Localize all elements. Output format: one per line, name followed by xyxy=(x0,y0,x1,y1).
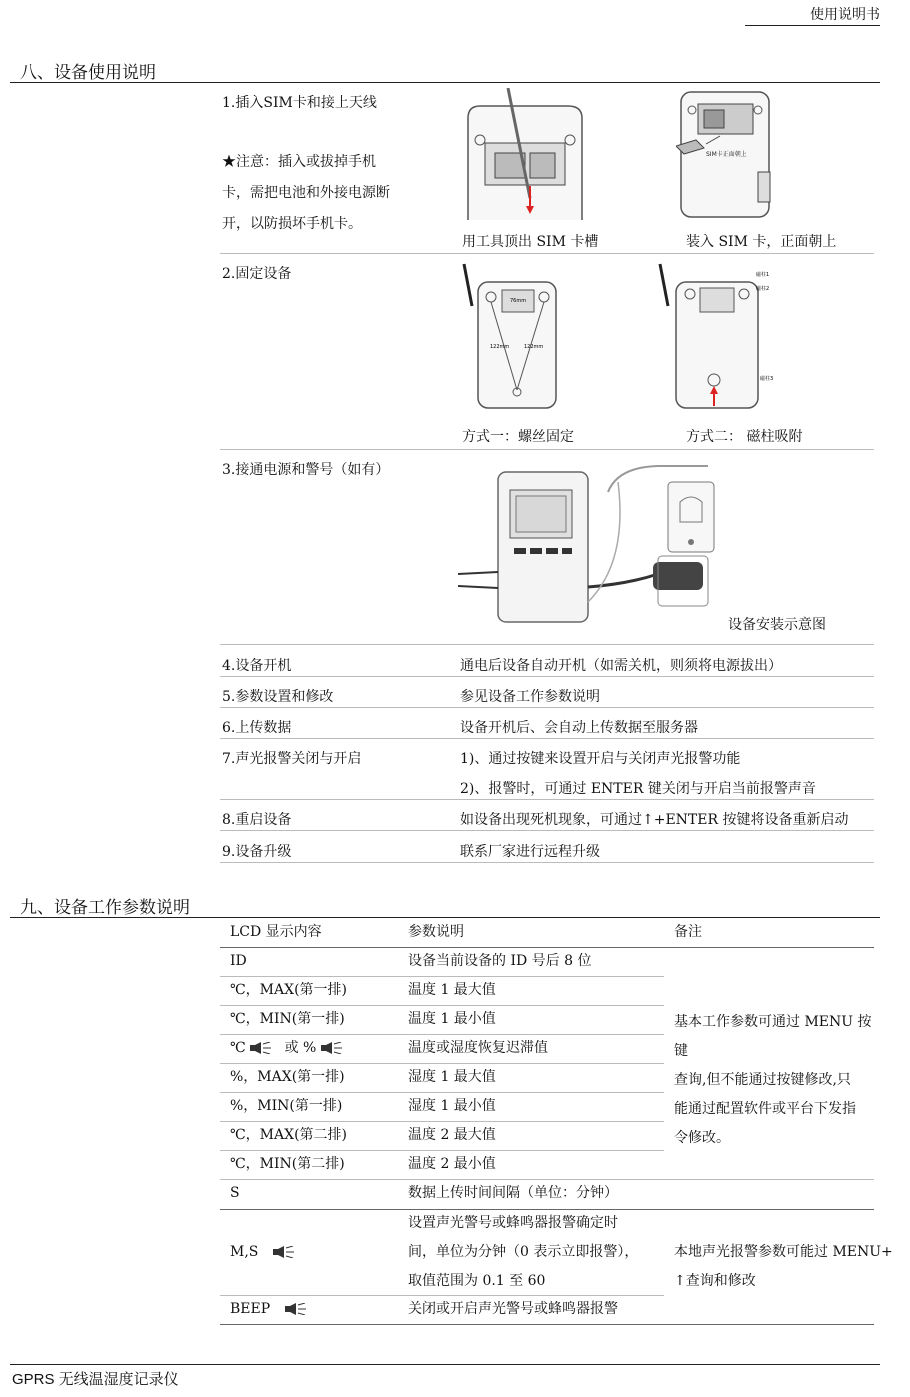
step7-desc-1: 1)、通过按键来设置开启与关闭声光报警功能 xyxy=(460,751,741,767)
desc-h1-min: 湿度 1 最小值 xyxy=(408,1098,496,1114)
step7-label: 7.声光报警关闭与开启 xyxy=(222,751,362,767)
step4-desc: 通电后设备自动开机（如需关机，则须将电源拔出） xyxy=(460,658,782,674)
row-divider xyxy=(220,862,874,863)
step9-desc: 联系厂家进行远程升级 xyxy=(460,844,600,860)
lcd-h1-min: %，MIN(第一排) xyxy=(230,1098,343,1114)
dim-left-label: 122mm xyxy=(490,344,510,350)
step4-label: 4.设备开机 xyxy=(222,658,292,674)
basic-params-note xyxy=(674,1008,879,1153)
basic-params-note-line: 基本工作参数可通过 MENU 按键 xyxy=(674,1014,872,1059)
step5-desc: 参见设备工作参数说明 xyxy=(460,689,600,705)
row-divider xyxy=(220,707,874,708)
desc-t2-max: 温度 2 最大值 xyxy=(408,1127,496,1143)
magnet-label-2: 磁柱2 xyxy=(756,286,770,292)
desc-ms-line2: 间，单位为分钟（0 表示立即报警）， xyxy=(408,1244,639,1260)
desc-beep: 关闭或开启声光警号或蜂鸣器报警 xyxy=(408,1301,618,1317)
step6-label: 6.上传数据 xyxy=(222,720,292,736)
desc-t1-max: 温度 1 最大值 xyxy=(408,982,496,998)
col-header-note: 备注 xyxy=(674,924,702,940)
step3-caption: 设备安装示意图 xyxy=(728,617,826,633)
alarm-speaker-icon xyxy=(285,1303,307,1315)
lcd-t2-max: ℃，MAX(第二排) xyxy=(230,1127,347,1143)
sim-insert-illustration xyxy=(676,88,776,220)
step7-desc-2: 2)、报警时，可通过 ENTER 键关闭与开启当前报警声音 xyxy=(460,781,816,797)
step8-label: 8.重启设备 xyxy=(222,812,292,828)
col-header-desc: 参数说明 xyxy=(408,924,464,940)
row-divider xyxy=(220,253,874,254)
desc-h1-max: 湿度 1 最大值 xyxy=(408,1069,496,1085)
step2-caption-a: 方式一：螺丝固定 xyxy=(462,429,574,445)
screw-mount-illustration xyxy=(458,262,558,412)
col-header-lcd: LCD 显示内容 xyxy=(230,924,322,940)
basic-params-note-line: 查询,但不能通过按键修改,只 xyxy=(674,1072,851,1088)
desc-ms-line1: 设置声光警号或蜂鸣器报警确定时 xyxy=(408,1215,618,1231)
row-divider xyxy=(220,738,874,739)
desc-id: 设备当前设备的 ID 号后 8 位 xyxy=(408,953,592,969)
step2-label: 2.固定设备 xyxy=(222,266,292,282)
lcd-ms-text: M,S xyxy=(230,1244,259,1260)
row-divider xyxy=(220,799,874,800)
magnet-mount-illustration xyxy=(656,262,786,412)
desc-t1-min: 温度 1 最小值 xyxy=(408,1011,496,1027)
lcd-hysteresis xyxy=(230,1034,343,1063)
desc-t2-min: 温度 2 最小值 xyxy=(408,1156,496,1172)
table-bottom-rule xyxy=(220,1324,874,1325)
lcd-ms xyxy=(230,1238,295,1267)
alarm-speaker-icon xyxy=(250,1042,272,1054)
row-divider xyxy=(220,676,874,677)
alarm-speaker-icon xyxy=(273,1246,295,1258)
document-header-title: 使用说明书 xyxy=(810,7,880,23)
magnet-label-3: 磁柱3 xyxy=(760,376,774,382)
magnet-label-1: 磁柱1 xyxy=(756,272,770,278)
lcd-h1-max: %，MAX(第一排) xyxy=(230,1069,345,1085)
sim-eject-illustration xyxy=(460,88,590,220)
row-divider xyxy=(220,644,874,645)
installation-diagram xyxy=(458,462,718,632)
desc-hysteresis: 温度或湿度恢复迟滞值 xyxy=(408,1040,548,1056)
lcd-beep xyxy=(230,1295,307,1324)
sim-face-up-label: SIM卡正面朝上 xyxy=(706,151,747,158)
lcd-id: ID xyxy=(230,953,247,969)
lcd-hysteresis-or: 或 % xyxy=(284,1040,317,1056)
section8-title: 八、设备使用说明 xyxy=(20,63,156,83)
footer-rule xyxy=(10,1364,880,1365)
desc-s: 数据上传时间间隔（单位：分钟） xyxy=(408,1185,618,1201)
lcd-t1-max: ℃，MAX(第一排) xyxy=(230,982,347,998)
step5-label: 5.参数设置和修改 xyxy=(222,689,334,705)
dim-top-label: 76mm xyxy=(510,298,527,304)
lcd-t2-min: ℃，MIN(第二排) xyxy=(230,1156,345,1172)
step1-caption-b: 装入 SIM 卡，正面朝上 xyxy=(686,234,837,250)
step1-caption-a: 用工具顶出 SIM 卡槽 xyxy=(462,234,599,250)
section8-rule xyxy=(10,82,880,83)
step6-desc: 设备开机后、会自动上传数据至服务器 xyxy=(460,720,698,736)
step1-note-line2: 卡，需把电池和外接电源断 xyxy=(222,185,390,201)
desc-ms-line3: 取值范围为 0.1 至 60 xyxy=(408,1273,546,1289)
lcd-s: S xyxy=(230,1185,240,1201)
footer-product-name: GPRS 无线温湿度记录仪 xyxy=(12,1371,179,1388)
lcd-t1-min: ℃，MIN(第一排) xyxy=(230,1011,345,1027)
step8-desc: 如设备出现死机现象，可通过↑+ENTER 按键将设备重新启动 xyxy=(460,812,849,828)
header-rule xyxy=(745,25,880,26)
step1-label: 1.插入SIM卡和接上天线 xyxy=(222,95,377,111)
alarm-params-note-line: ↑查询和修改 xyxy=(674,1273,756,1289)
step9-label: 9.设备升级 xyxy=(222,844,292,860)
lcd-beep-text: BEEP xyxy=(230,1301,271,1317)
basic-params-note-line: 令修改。 xyxy=(674,1130,730,1146)
alarm-speaker-icon xyxy=(321,1042,343,1054)
step1-note-line1: ★注意：插入或拔掉手机 xyxy=(222,154,376,170)
row-divider xyxy=(220,449,874,450)
step1-note-line3: 开，以防损坏手机卡。 xyxy=(222,216,362,232)
section9-title: 九、设备工作参数说明 xyxy=(20,898,190,918)
lcd-hysteresis-temp: ℃ xyxy=(230,1040,246,1056)
dim-right-label: 122mm xyxy=(524,344,544,350)
step2-caption-b: 方式二： 磁柱吸附 xyxy=(686,429,803,445)
row-divider xyxy=(220,830,874,831)
step3-label: 3.接通电源和警号（如有） xyxy=(222,462,390,478)
alarm-params-note-line: 本地声光报警参数可能过 MENU+ xyxy=(674,1244,893,1260)
basic-params-note-line: 能通过配置软件或平台下发指 xyxy=(674,1101,856,1117)
